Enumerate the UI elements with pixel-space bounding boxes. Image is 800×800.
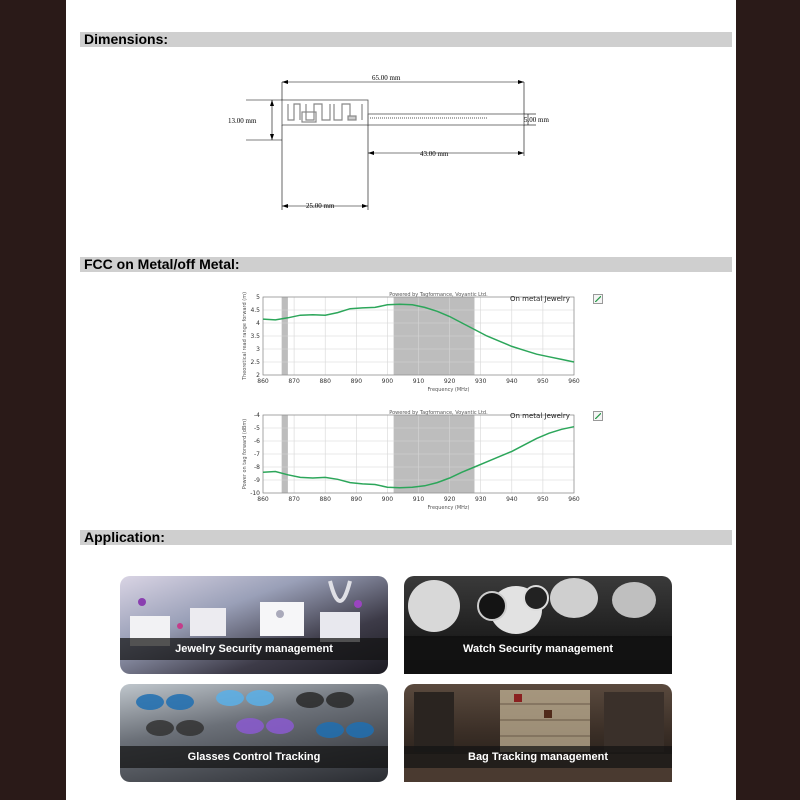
x-tick-label: 880 <box>319 378 331 385</box>
y-tick-label: 2 <box>256 372 260 379</box>
x-tick-label: 870 <box>288 378 300 385</box>
x-tick-label: 940 <box>506 378 518 385</box>
x-tick-label: 920 <box>443 496 456 503</box>
y-tick-label: -10 <box>250 490 260 497</box>
powered-by-label: Powered by Tagformance, Voyantic Ltd. <box>389 292 488 298</box>
application-section-title: Application: <box>84 529 165 545</box>
dimensions-section-title: Dimensions: <box>84 31 169 47</box>
x-tick-label: 920 <box>443 378 456 385</box>
bag-application-label: Bag Tracking management <box>404 746 672 768</box>
y-tick-label: -4 <box>254 412 260 419</box>
y-tick-label: 3.5 <box>250 333 260 340</box>
fcc-section-header <box>80 257 732 272</box>
dim-tail-length: 43.00 mm <box>420 150 449 158</box>
x-tick-label: 910 <box>412 378 425 385</box>
x-tick-label: 890 <box>350 496 363 503</box>
tag-tail-outline <box>368 114 524 125</box>
dim-body-width: 25.00 mm <box>306 202 335 210</box>
dim-height: 13.00 mm <box>228 117 257 125</box>
y-axis-label: Theoretical read range forward (m) <box>242 291 248 381</box>
dim-tail-width: 5.00 mm <box>524 116 549 124</box>
datasheet-page <box>66 0 736 800</box>
fcc-section-title: FCC on Metal/off Metal: <box>84 256 240 272</box>
glasses-application-card <box>120 684 388 782</box>
watch-application-card <box>404 576 672 674</box>
dimension-drawing <box>66 60 736 220</box>
y-axis-label: Power on tag forward (dBm) <box>242 418 248 490</box>
application-section-header <box>80 530 732 545</box>
x-tick-label: 950 <box>537 378 549 385</box>
x-tick-label: 890 <box>350 378 363 385</box>
y-tick-label: -5 <box>254 425 260 432</box>
x-tick-label: 860 <box>257 496 269 503</box>
jewelry-application-label: Jewelry Security management <box>120 638 388 660</box>
x-tick-label: 930 <box>474 378 487 385</box>
chart1-legend-checkbox-icon[interactable] <box>593 294 603 304</box>
bag-application-card <box>404 684 672 782</box>
x-tick-label: 910 <box>412 496 425 503</box>
y-tick-label: -8 <box>254 464 260 471</box>
chart2-legend-label: On metal Jewelry <box>510 412 570 420</box>
chart1-legend-label: On metal Jewelry <box>510 295 570 303</box>
x-tick-label: 960 <box>568 378 580 385</box>
x-tick-label: 900 <box>381 496 394 503</box>
x-tick-label: 940 <box>506 496 518 503</box>
y-tick-label: 2.5 <box>250 359 260 366</box>
y-tick-label: 4 <box>256 320 260 327</box>
x-tick-label: 950 <box>537 496 549 503</box>
dimensions-section-header <box>80 32 732 47</box>
jewelry-application-card <box>120 576 388 674</box>
x-axis-label: Frequency (MHz) <box>427 505 470 511</box>
x-tick-label: 870 <box>288 496 300 503</box>
watch-application-label: Watch Security management <box>404 638 672 660</box>
x-tick-label: 960 <box>568 496 580 503</box>
x-tick-label: 930 <box>474 496 487 503</box>
x-tick-label: 900 <box>381 378 394 385</box>
y-tick-label: -7 <box>254 451 260 458</box>
x-tick-label: 860 <box>257 378 269 385</box>
y-tick-label: 3 <box>256 346 260 353</box>
y-tick-label: -6 <box>254 438 260 445</box>
x-tick-label: 880 <box>319 496 331 503</box>
y-tick-label: 4.5 <box>250 307 260 314</box>
y-tick-label: -9 <box>254 477 260 484</box>
chart2-legend-checkbox-icon[interactable] <box>593 411 603 421</box>
y-tick-label: 5 <box>256 294 260 301</box>
x-axis-label: Frequency (MHz) <box>427 387 470 393</box>
powered-by-label: Powered by Tagformance, Voyantic Ltd. <box>389 410 488 416</box>
antenna-pattern <box>288 104 488 122</box>
glasses-application-label: Glasses Control Tracking <box>120 746 388 768</box>
dim-overall-length: 65.00 mm <box>372 74 401 82</box>
